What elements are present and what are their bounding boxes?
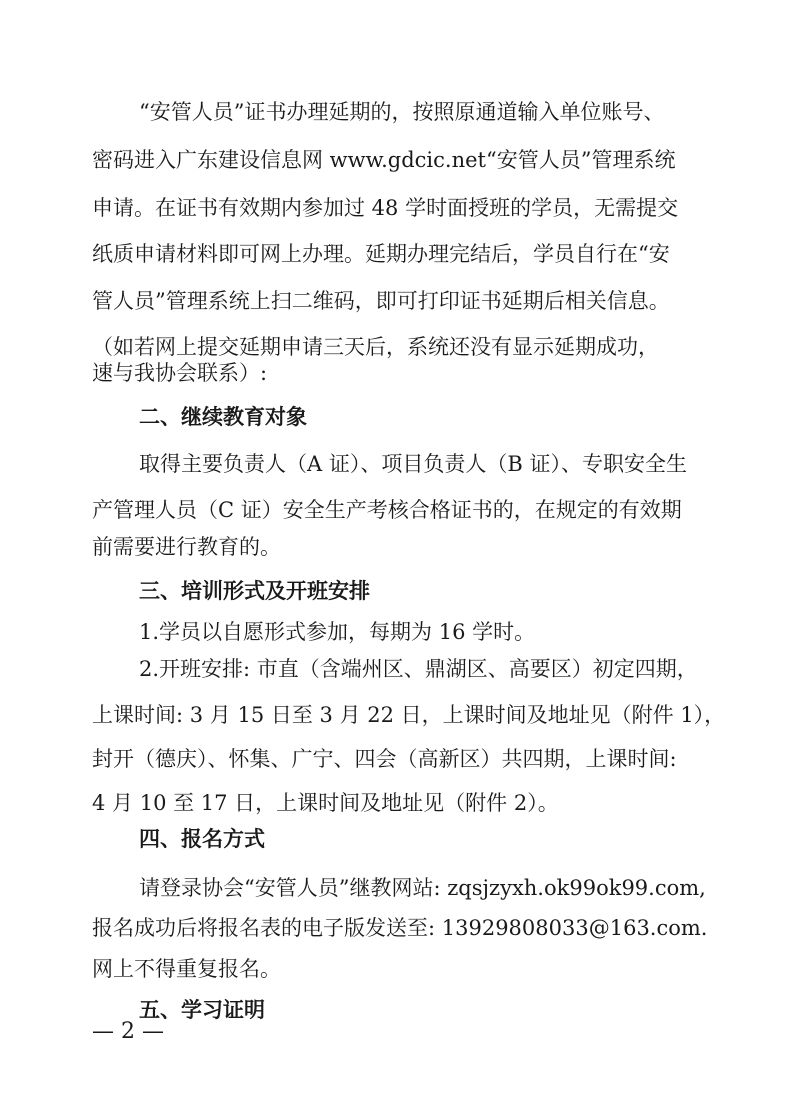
paragraph-line: 请登录协会“安管人员”继教网站: zqsjzyxh.ok99ok99.com, — [139, 876, 706, 900]
paragraph-line: 取得主要负责人（A 证）、项目负责人（B 证）、专职安全生 — [139, 452, 687, 476]
paragraph-line: 1.学员以自愿形式参加，每期为 16 学时。 — [139, 620, 536, 644]
paragraph-line: 网上不得重复报名。 — [92, 957, 281, 981]
section-heading: 四、报名方式 — [139, 827, 265, 851]
paragraph-line: 报名成功后将报名表的电子版发送至: 13929808033@163.com. — [92, 916, 708, 940]
paragraph-line: “安管人员”证书办理延期的，按照原通道输入单位账号、 — [139, 100, 665, 124]
section-heading: 三、培训形式及开班安排 — [139, 579, 370, 603]
paragraph-line: （如若网上提交延期申请三天后，系统还没有显示延期成功， — [92, 335, 659, 359]
section-heading: 五、学习证明 — [139, 998, 265, 1022]
paragraph-line: 纸质申请材料即可网上办理。延期办理完结后，学员自行在“安 — [92, 242, 670, 266]
paragraph-line: 4 月 10 至 17 日，上课时间及地址见（附件 2）。 — [92, 791, 559, 815]
paragraph-line: 2.开班安排: 市直（含端州区、鼎湖区、高要区）初定四期， — [139, 657, 698, 681]
paragraph-line: 封开（德庆）、怀集、广宁、四会（高新区）共四期，上课时间: — [92, 747, 677, 771]
page-number: — 2 — — [92, 1019, 164, 1044]
paragraph-line: 前需要进行教育的。 — [92, 535, 281, 559]
paragraph-line: 申请。在证书有效期内参加过 48 学时面授班的学员，无需提交 — [92, 196, 679, 220]
paragraph-line: 产管理人员（C 证）安全生产考核合格证书的，在规定的有效期 — [92, 498, 682, 522]
paragraph-line: 速与我协会联系）: — [92, 361, 268, 385]
paragraph-line: 上课时间: 3 月 15 日至 3 月 22 日，上课时间及地址见（附件 1）， — [92, 703, 726, 727]
paragraph-line: 密码进入广东建设信息网 www.gdcic.net“安管人员”管理系统 — [92, 148, 676, 172]
section-heading: 二、继续教育对象 — [139, 405, 307, 429]
paragraph-line: 管人员”管理系统上扫二维码，即可打印证书延期后相关信息。 — [92, 289, 670, 313]
